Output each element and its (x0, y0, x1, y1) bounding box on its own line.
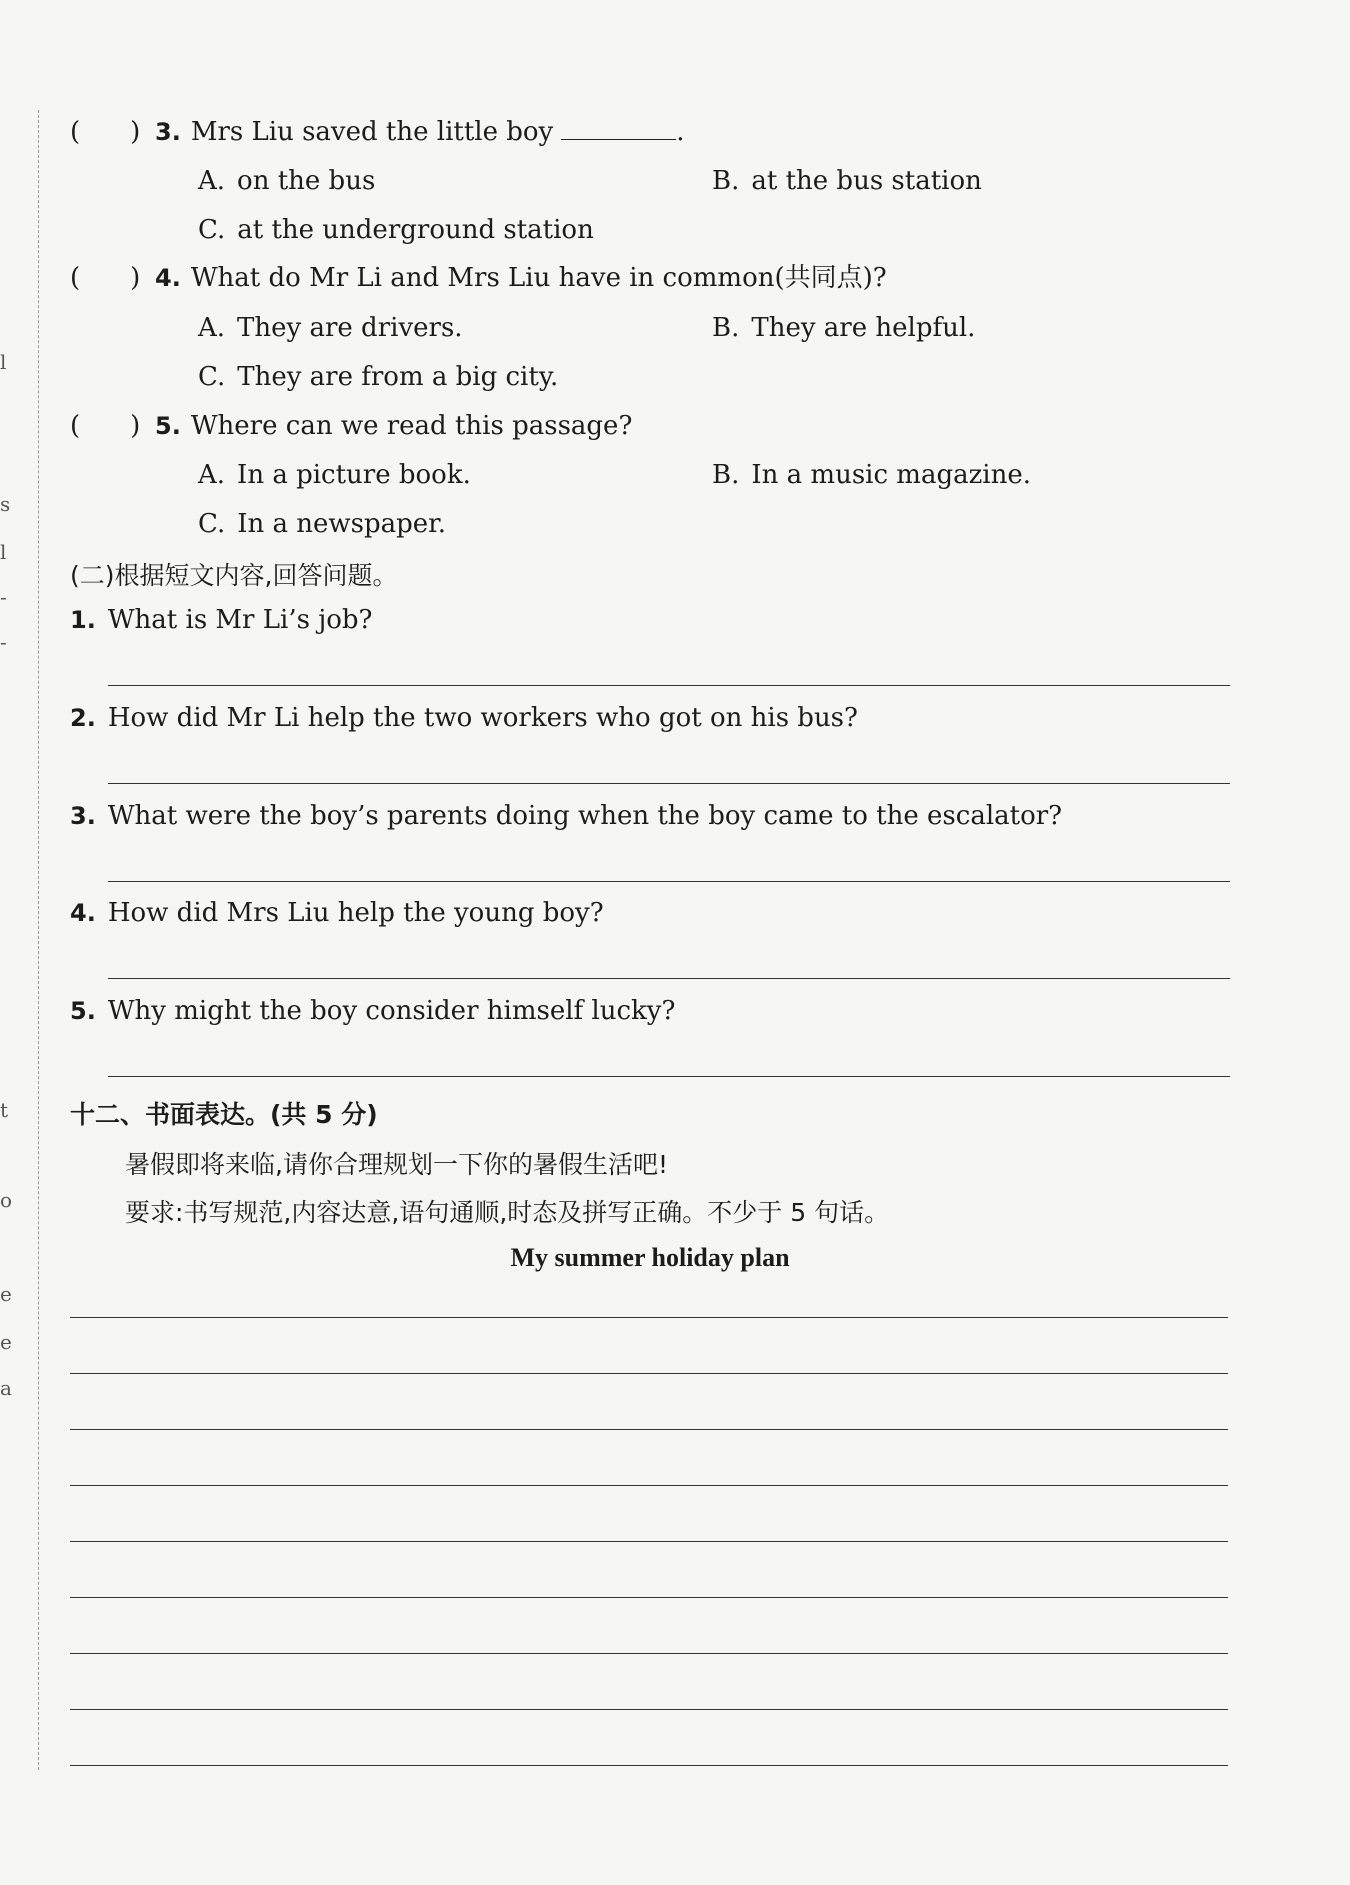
section-two-heading: (二)根据短文内容,回答问题。 (70, 561, 398, 590)
question-text: What do Mr Li and Mrs Liu have in common(共同点)? (190, 263, 887, 293)
option-b: B. In a music magazine. (712, 460, 1032, 490)
mc-question-5 (70, 410, 632, 442)
writing-line[interactable] (70, 1597, 1228, 1598)
short-question-4: 4. How did Mrs Liu help the young boy? (70, 898, 604, 928)
writing-instruction: 暑假即将来临,请你合理规划一下你的暑假生活吧! (125, 1150, 668, 1179)
writing-requirement: 要求:书写规范,内容达意,语句通顺,时态及拼写正确。不少于 5 句话。 (125, 1198, 890, 1227)
writing-line[interactable] (70, 1429, 1228, 1430)
writing-line[interactable] (70, 1653, 1228, 1654)
answer-line[interactable] (108, 881, 1230, 882)
answer-line[interactable] (108, 783, 1230, 784)
option-c: C. at the underground station (198, 215, 594, 245)
question-text: Where can we read this passage? (190, 411, 633, 441)
edge-mark: l (0, 540, 7, 564)
edge-mark: o (0, 1188, 13, 1212)
edge-mark: a (0, 1376, 12, 1400)
writing-line[interactable] (70, 1541, 1228, 1542)
writing-line[interactable] (70, 1373, 1228, 1374)
edge-mark: s (0, 492, 11, 516)
question-number: 5. (155, 412, 181, 440)
edge-mark: l (0, 350, 7, 374)
writing-line[interactable] (70, 1709, 1228, 1710)
question-number: 4. (155, 264, 181, 292)
option-c: C. In a newspaper. (198, 509, 447, 539)
question-text: Mrs Liu saved the little boy (190, 117, 554, 147)
question-trail: . (676, 117, 685, 147)
answer-line[interactable] (108, 978, 1230, 979)
writing-line[interactable] (70, 1485, 1228, 1486)
option-a: A. on the bus (198, 166, 376, 196)
edge-mark: t (0, 1098, 9, 1122)
answer-line[interactable] (108, 1076, 1230, 1077)
edge-mark: e (0, 1282, 12, 1306)
short-question-2: 2. How did Mr Li help the two workers who got on his bus? (70, 703, 858, 733)
binding-margin-rule (38, 110, 39, 1770)
option-a: A. They are drivers. (198, 313, 463, 343)
answer-line[interactable] (108, 685, 1230, 686)
fill-blank[interactable] (561, 115, 676, 140)
answer-bracket[interactable]: ( ) (70, 117, 141, 147)
question-number: 3. (155, 118, 181, 146)
writing-line[interactable] (70, 1765, 1228, 1766)
writing-line[interactable] (70, 1317, 1228, 1318)
answer-bracket[interactable]: ( ) (70, 411, 141, 441)
option-b: B. at the bus station (712, 166, 982, 196)
mc-question-4 (70, 262, 887, 294)
edge-mark: - (0, 585, 7, 609)
answer-bracket[interactable]: ( ) (70, 263, 141, 293)
section-twelve-heading: 十二、书面表达。(共 5 分) (70, 1100, 378, 1129)
essay-title: My summer holiday plan (510, 1243, 790, 1272)
option-a: A. In a picture book. (198, 460, 471, 490)
option-c: C. They are from a big city. (198, 362, 559, 392)
mc-question-3 (70, 115, 685, 148)
short-question-1: 1. What is Mr Li’s job? (70, 605, 373, 635)
short-question-5: 5. Why might the boy consider himself lucky? (70, 996, 676, 1026)
edge-mark: e (0, 1330, 12, 1354)
option-b: B. They are helpful. (712, 313, 976, 343)
short-question-3: 3. What were the boy’s parents doing when the boy came to the escalator? (70, 801, 1063, 831)
edge-mark: - (0, 630, 7, 654)
